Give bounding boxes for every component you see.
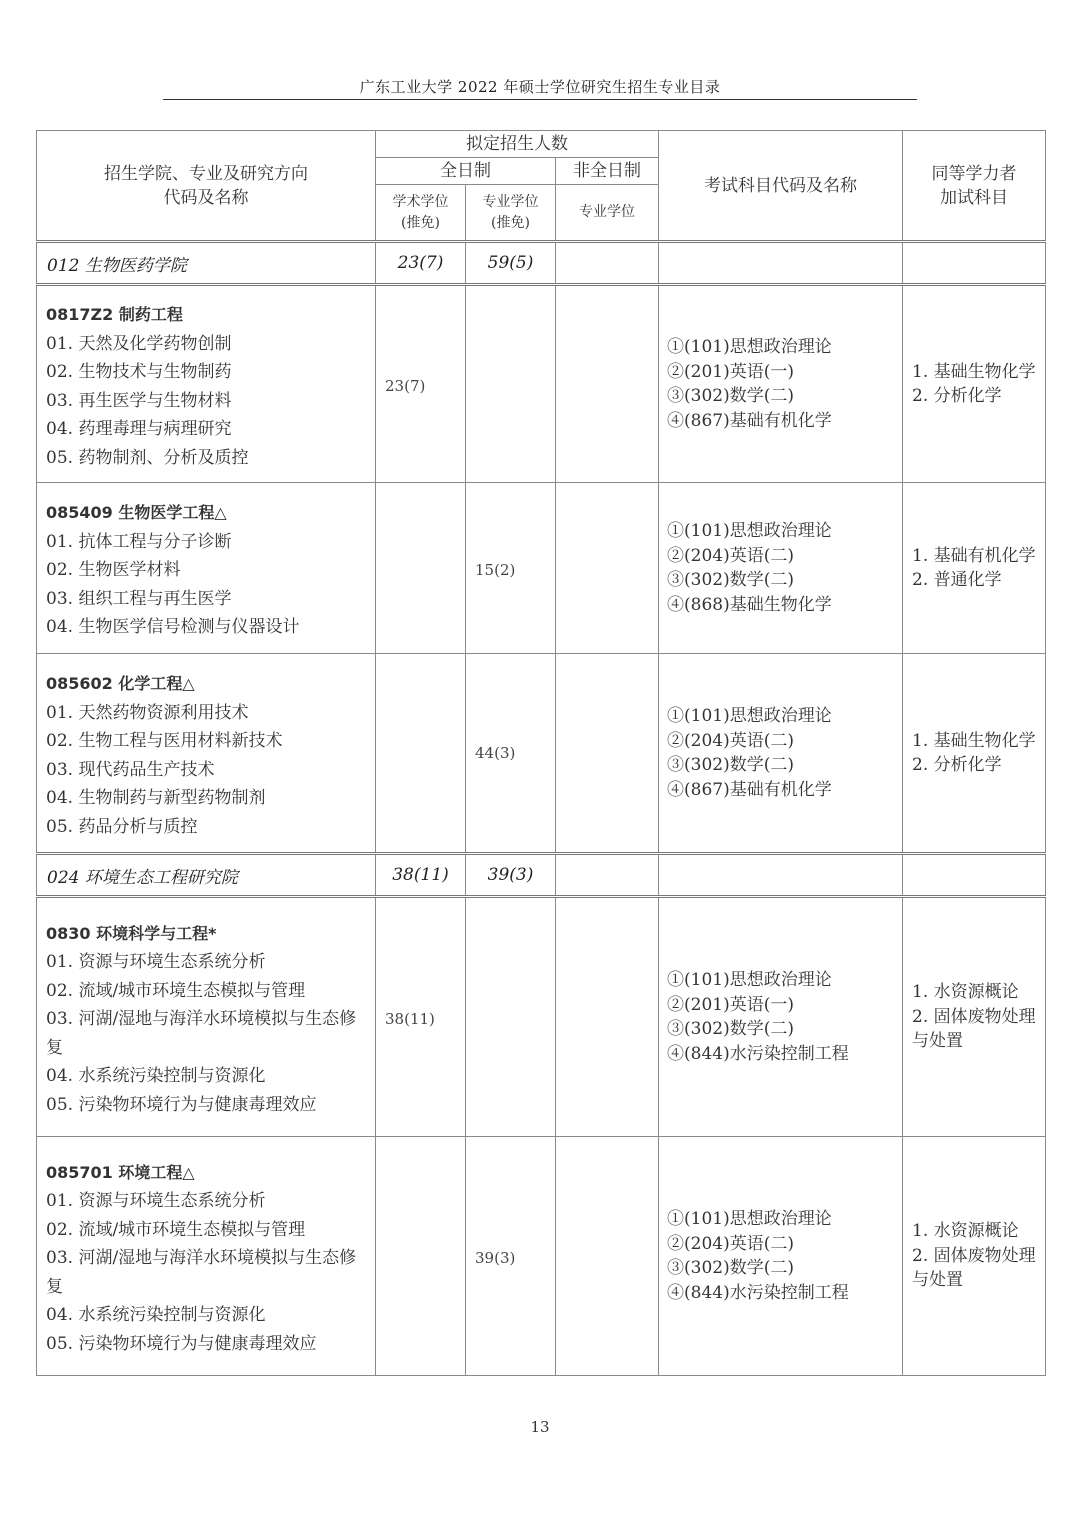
exam-subject: ②(204)英语(二) — [667, 730, 794, 751]
exam-subject: ②(204)英语(二) — [667, 1233, 794, 1254]
additional-subjects — [903, 654, 1046, 854]
exam-subjects — [659, 483, 903, 654]
research-direction: 02. 生物技术与生物制药 — [46, 362, 232, 382]
major-cell — [37, 483, 376, 654]
college-professional-quota: 59(5) — [466, 242, 556, 285]
additional-subject: 1. 基础生物化学 — [912, 730, 1036, 751]
research-direction: 04. 药理毒理与病理研究 — [46, 419, 232, 439]
major-professional-quota — [466, 897, 556, 1137]
research-direction: 01. 天然及化学药物创制 — [46, 333, 232, 354]
additional-subject: 1. 水资源概论 — [912, 982, 1019, 1003]
major-cell — [37, 285, 376, 483]
header-additional-line-2: 加试科目 — [940, 187, 1009, 208]
exam-subjects — [659, 1137, 903, 1376]
additional-subjects — [903, 285, 1046, 483]
exam-subject: ③(302)数学(二) — [667, 1019, 794, 1039]
college-exam-cell — [659, 854, 903, 897]
exam-subjects — [659, 897, 903, 1137]
research-direction: 01. 天然药物资源利用技术 — [46, 702, 249, 723]
major-code-name: 0830 环境科学与工程* — [46, 923, 217, 943]
major-code-name: 085409 生物医学工程△ — [46, 503, 227, 523]
research-direction: 04. 生物制药与新型药物制剂 — [46, 788, 266, 808]
research-direction: 04. 水系统污染控制与资源化 — [46, 1305, 266, 1326]
header-major-line-1: 招生学院、专业及研究方向 — [104, 163, 308, 184]
major-row — [37, 1137, 1046, 1376]
major-row — [37, 483, 1046, 654]
college-additional-cell — [903, 854, 1046, 897]
header-professional-line-2: (推免) — [491, 214, 530, 231]
college-parttime-quota — [556, 854, 659, 897]
major-parttime-quota — [556, 1137, 659, 1376]
major-cell — [37, 1137, 376, 1376]
exam-subjects — [659, 654, 903, 854]
major-code-name: 085701 环境工程△ — [46, 1162, 195, 1182]
header-major-line-2: 代码及名称 — [163, 187, 249, 208]
major-professional-quota — [466, 285, 556, 483]
research-direction: 02. 流域/城市环境生态模拟与管理 — [46, 980, 306, 1001]
exam-subject: ①(101)思想政治理论 — [667, 706, 832, 726]
additional-subject: 1. 基础生物化学 — [912, 361, 1036, 382]
exam-subject: ①(101)思想政治理论 — [667, 521, 832, 541]
exam-subject: ④(867)基础有机化学 — [667, 410, 832, 431]
exam-subject: ③(302)数学(二) — [667, 1258, 794, 1278]
header-additional-line-1: 同等学力者 — [931, 163, 1017, 184]
exam-subject: ①(101)思想政治理论 — [667, 1209, 832, 1229]
major-row — [37, 897, 1046, 1137]
major-code-name: 0817Z2 制药工程 — [46, 305, 183, 324]
major-professional-quota: 15(2) — [466, 483, 556, 654]
college-professional-quota: 39(3) — [466, 854, 556, 897]
research-direction: 03. 河湖/湿地与海洋水环境模拟与生态修复 — [46, 1248, 357, 1297]
major-academic-quota — [376, 1137, 466, 1376]
research-direction: 05. 污染物环境行为与健康毒理效应 — [46, 1094, 317, 1115]
major-parttime-quota — [556, 654, 659, 854]
college-row — [37, 242, 1046, 285]
header-quota: 拟定招生人数 — [376, 131, 659, 158]
header-rule — [163, 99, 917, 100]
header-parttime: 非全日制 — [556, 158, 659, 185]
header-major-column — [37, 131, 376, 242]
college-row — [37, 854, 1046, 897]
major-cell — [37, 897, 376, 1137]
additional-subjects — [903, 897, 1046, 1137]
college-academic-quota: 23(7) — [376, 242, 466, 285]
major-code-name: 085602 化学工程△ — [46, 674, 195, 693]
header-additional-subjects — [903, 131, 1046, 242]
research-direction: 04. 生物医学信号检测与仪器设计 — [46, 617, 300, 638]
header-fulltime: 全日制 — [376, 158, 556, 185]
additional-subject: 2. 固体废物处理与处置 — [912, 1245, 1036, 1291]
additional-subjects — [903, 483, 1046, 654]
additional-subject: 2. 分析化学 — [912, 755, 1002, 775]
major-row — [37, 654, 1046, 854]
college-parttime-quota — [556, 242, 659, 285]
exam-subject: ②(201)英语(一) — [667, 361, 794, 382]
research-direction: 01. 资源与环境生态系统分析 — [46, 1191, 266, 1212]
college-additional-cell — [903, 242, 1046, 285]
header-academic-line-1: 学术学位 — [392, 193, 449, 210]
additional-subject: 2. 分析化学 — [912, 386, 1002, 406]
major-academic-quota: 23(7) — [376, 285, 466, 483]
research-direction: 01. 抗体工程与分子诊断 — [46, 531, 232, 552]
major-academic-quota: 38(11) — [376, 897, 466, 1137]
research-direction: 02. 流域/城市环境生态模拟与管理 — [46, 1219, 306, 1240]
exam-subject: ④(844)水污染控制工程 — [667, 1282, 849, 1303]
header-parttime-professional: 专业学位 — [556, 185, 659, 242]
page-number: 13 — [530, 1418, 550, 1436]
college-name: 012 生物医药学院 — [37, 242, 376, 285]
major-academic-quota — [376, 654, 466, 854]
exam-subjects — [659, 285, 903, 483]
research-direction: 05. 药物制剂、分析及质控 — [46, 447, 249, 468]
exam-subject: ①(101)思想政治理论 — [667, 970, 832, 990]
research-direction: 04. 水系统污染控制与资源化 — [46, 1066, 266, 1087]
exam-subject: ④(867)基础有机化学 — [667, 779, 832, 800]
header-professional-degree — [466, 185, 556, 242]
header-academic-degree — [376, 185, 466, 242]
research-direction: 03. 现代药品生产技术 — [46, 759, 215, 780]
exam-subject: ③(302)数学(二) — [667, 755, 794, 775]
research-direction: 03. 河湖/湿地与海洋水环境模拟与生态修复 — [46, 1009, 357, 1058]
major-professional-quota: 44(3) — [466, 654, 556, 854]
major-professional-quota: 39(3) — [466, 1137, 556, 1376]
college-name: 024 环境生态工程研究院 — [37, 854, 376, 897]
header-professional-line-1: 专业学位 — [482, 193, 539, 210]
header-academic-line-2: (推免) — [401, 214, 440, 231]
major-parttime-quota — [556, 483, 659, 654]
research-direction: 05. 污染物环境行为与健康毒理效应 — [46, 1333, 317, 1354]
research-direction: 05. 药品分析与质控 — [46, 816, 198, 837]
page-header-title: 广东工业大学 2022 年硕士学位研究生招生专业目录 — [359, 78, 721, 96]
exam-subject: ②(204)英语(二) — [667, 545, 794, 566]
research-direction: 01. 资源与环境生态系统分析 — [46, 952, 266, 973]
additional-subject: 1. 水资源概论 — [912, 1221, 1019, 1242]
major-parttime-quota — [556, 285, 659, 483]
research-direction: 02. 生物医学材料 — [46, 560, 181, 581]
major-parttime-quota — [556, 897, 659, 1137]
research-direction: 02. 生物工程与医用材料新技术 — [46, 731, 283, 751]
exam-subject: ①(101)思想政治理论 — [667, 337, 832, 357]
header-exam-subjects: 考试科目代码及名称 — [659, 131, 903, 242]
additional-subjects — [903, 1137, 1046, 1376]
research-direction: 03. 再生医学与生物材料 — [46, 390, 232, 411]
major-row — [37, 285, 1046, 483]
exam-subject: ③(302)数学(二) — [667, 386, 794, 406]
research-direction: 03. 组织工程与再生医学 — [46, 588, 232, 609]
additional-subject: 2. 普通化学 — [912, 570, 1002, 590]
major-academic-quota — [376, 483, 466, 654]
enrollment-catalog-table — [36, 130, 1046, 1376]
additional-subject: 2. 固体废物处理与处置 — [912, 1006, 1036, 1052]
exam-subject: ④(868)基础生物化学 — [667, 594, 832, 615]
exam-subject: ④(844)水污染控制工程 — [667, 1043, 849, 1064]
college-academic-quota: 38(11) — [376, 854, 466, 897]
exam-subject: ②(201)英语(一) — [667, 994, 794, 1015]
exam-subject: ③(302)数学(二) — [667, 570, 794, 590]
major-cell — [37, 654, 376, 854]
college-exam-cell — [659, 242, 903, 285]
additional-subject: 1. 基础有机化学 — [912, 545, 1036, 566]
